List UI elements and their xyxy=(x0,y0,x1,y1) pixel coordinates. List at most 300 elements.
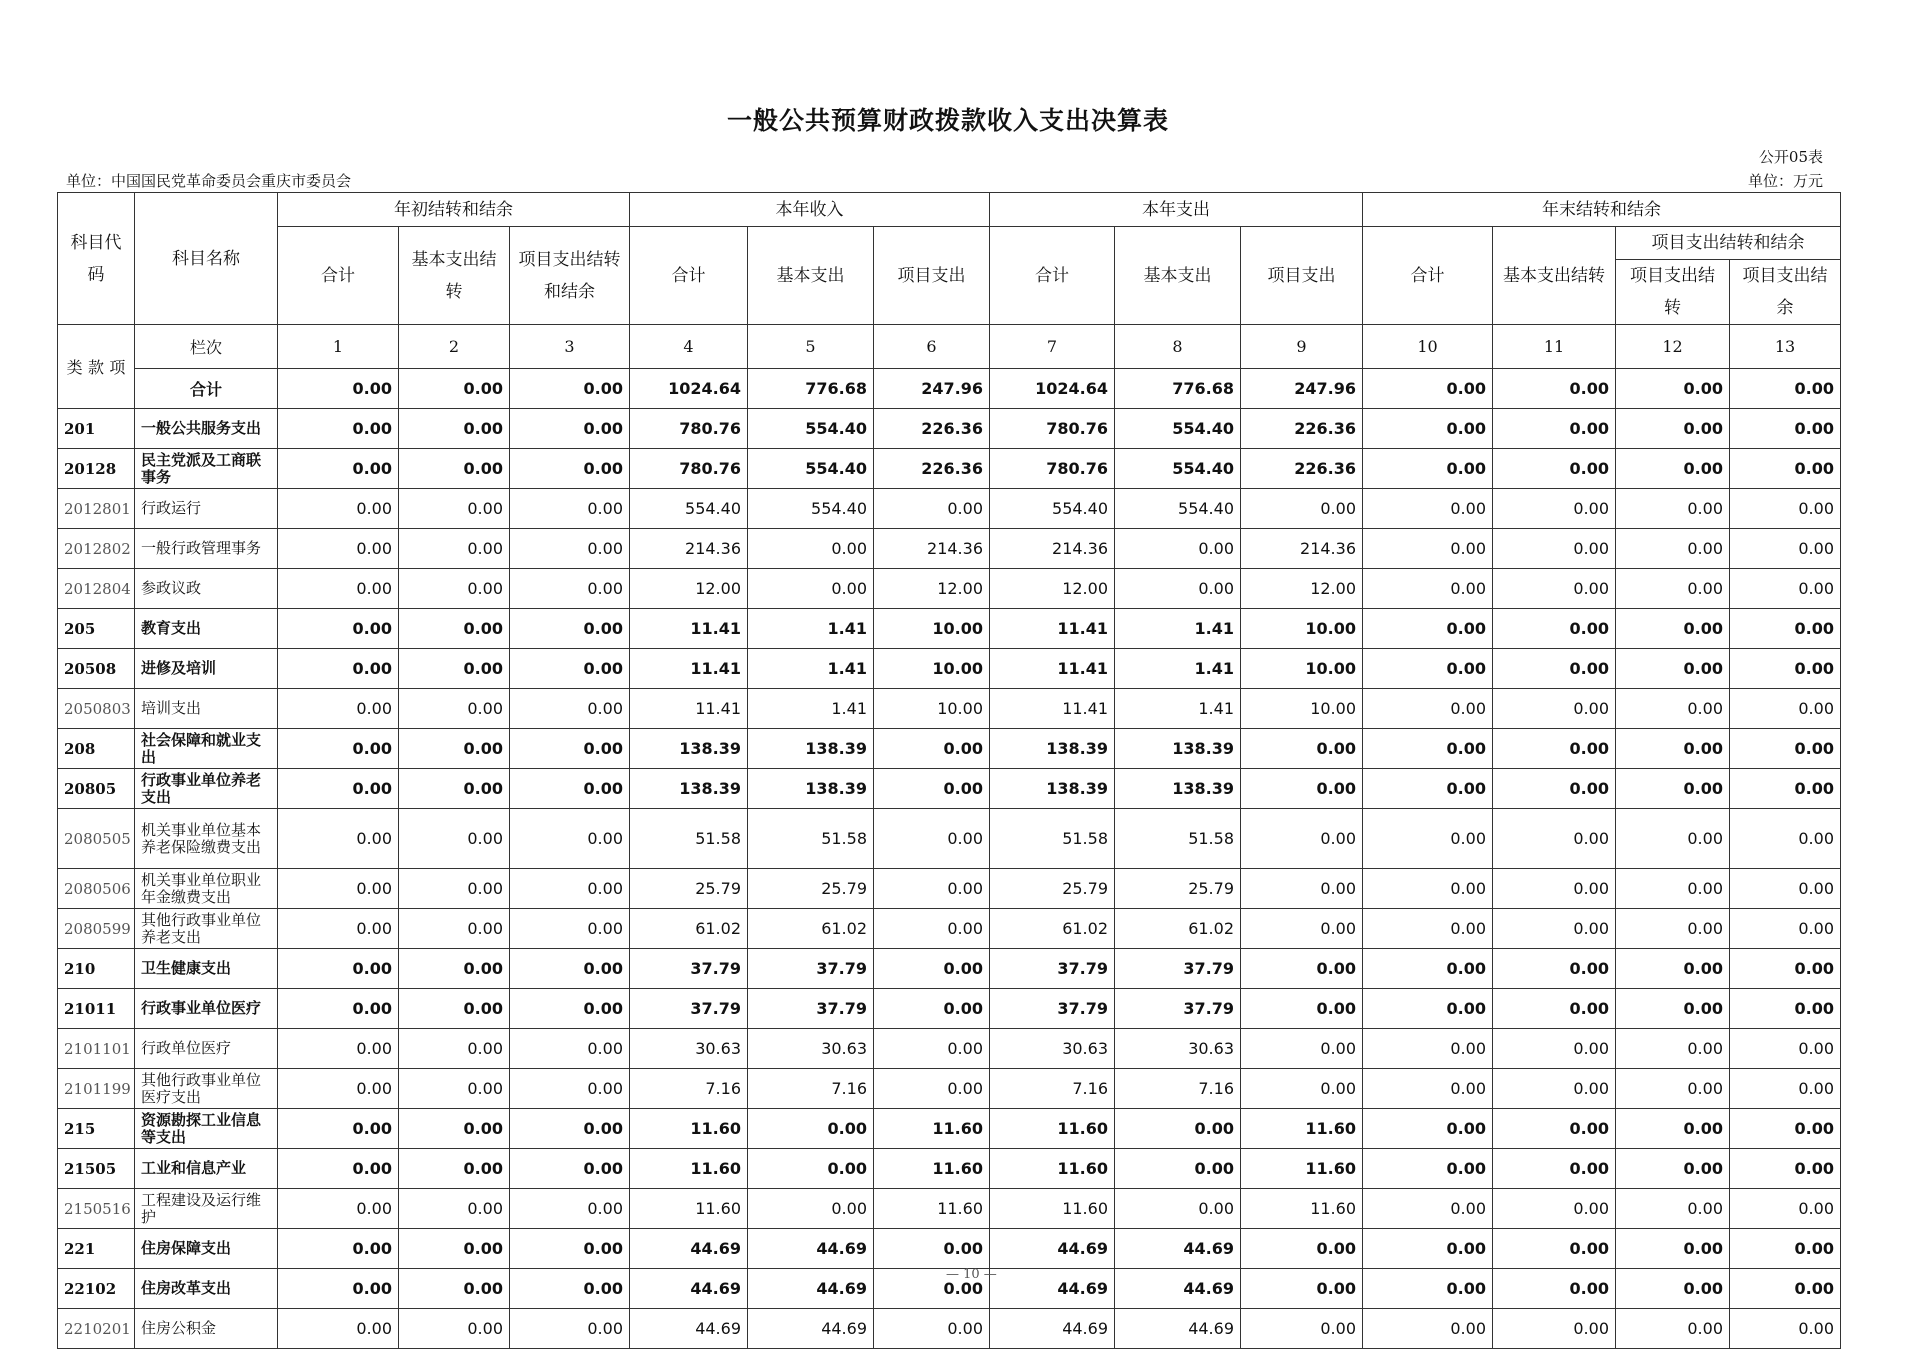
amount-cell: 0.00 xyxy=(1730,609,1841,649)
amount-cell: 0.00 xyxy=(1363,869,1493,909)
amount-cell: 0.00 xyxy=(510,909,630,949)
amount-cell: 10.00 xyxy=(1241,649,1363,689)
amount-cell: 0.00 xyxy=(399,949,510,989)
amount-cell: 0.00 xyxy=(874,1309,990,1349)
amount-cell: 0.00 xyxy=(1493,989,1616,1029)
amount-cell: 0.00 xyxy=(1363,1149,1493,1189)
amount-cell: 44.69 xyxy=(1115,1269,1241,1309)
col-num: 7 xyxy=(990,325,1115,369)
amount-cell: 0.00 xyxy=(1616,809,1730,869)
amount-cell: 7.16 xyxy=(748,1069,874,1109)
amount-cell: 0.00 xyxy=(510,1069,630,1109)
table-row xyxy=(58,989,1841,1029)
amount-cell: 0.00 xyxy=(278,989,399,1029)
amount-cell: 0.00 xyxy=(874,729,990,769)
amount-cell: 44.69 xyxy=(748,1269,874,1309)
header-code: 科目代码 xyxy=(58,193,135,325)
amount-cell: 0.00 xyxy=(1730,869,1841,909)
amount-cell: 0.00 xyxy=(1616,1149,1730,1189)
form-id: 公开05表 xyxy=(1758,148,1823,166)
subject-name: 机关事业单位职业年金缴费支出 xyxy=(135,869,278,909)
amount-cell: 12.00 xyxy=(990,569,1115,609)
subject-code: 205 xyxy=(58,609,135,649)
subject-code: 2012804 xyxy=(58,569,135,609)
table-row xyxy=(58,1229,1841,1269)
amount-cell: 0.00 xyxy=(1493,809,1616,869)
amount-cell: 0.00 xyxy=(1493,909,1616,949)
amount-cell: 554.40 xyxy=(630,489,748,529)
table-row xyxy=(58,769,1841,809)
amount-cell: 25.79 xyxy=(1115,869,1241,909)
amount-cell: 0.00 xyxy=(1616,1269,1730,1309)
amount-cell: 37.79 xyxy=(630,989,748,1029)
amount-cell: 11.60 xyxy=(874,1189,990,1229)
table-row xyxy=(58,529,1841,569)
col-num: 13 xyxy=(1730,325,1841,369)
subject-name: 住房保障支出 xyxy=(135,1229,278,1269)
amount-cell: 0.00 xyxy=(874,1269,990,1309)
amount-cell: 30.63 xyxy=(990,1029,1115,1069)
amount-cell: 0.00 xyxy=(278,1109,399,1149)
amount-cell: 12.00 xyxy=(1241,569,1363,609)
amount-cell: 0.00 xyxy=(1493,529,1616,569)
amount-cell: 0.00 xyxy=(510,489,630,529)
amount-cell: 0.00 xyxy=(510,609,630,649)
amount-cell: 0.00 xyxy=(278,809,399,869)
amount-cell: 138.39 xyxy=(748,769,874,809)
amount-cell: 44.69 xyxy=(1115,1229,1241,1269)
amount-cell: 0.00 xyxy=(748,1149,874,1189)
amount-cell: 25.79 xyxy=(748,869,874,909)
amount-cell: 0.00 xyxy=(278,1069,399,1109)
subject-name: 教育支出 xyxy=(135,609,278,649)
amount-cell: 780.76 xyxy=(630,409,748,449)
amount-cell: 0.00 xyxy=(874,1229,990,1269)
table-row xyxy=(58,569,1841,609)
amount-cell: 11.41 xyxy=(990,609,1115,649)
amount-cell: 0.00 xyxy=(1730,1149,1841,1189)
amount-cell: 214.36 xyxy=(630,529,748,569)
col-num: 3 xyxy=(510,325,630,369)
amount-cell: 11.41 xyxy=(630,609,748,649)
table-row xyxy=(58,1189,1841,1229)
amount-cell: 0.00 xyxy=(510,769,630,809)
subject-name: 其他行政事业单位养老支出 xyxy=(135,909,278,949)
amount-cell: 0.00 xyxy=(874,909,990,949)
amount-cell: 61.02 xyxy=(748,909,874,949)
amount-cell: 0.00 xyxy=(510,1309,630,1349)
amount-cell: 0.00 xyxy=(278,1269,399,1309)
col-num: 8 xyxy=(1115,325,1241,369)
header-income-proj: 项目支出 xyxy=(874,227,990,325)
amount-cell: 554.40 xyxy=(748,489,874,529)
subject-code: 20508 xyxy=(58,649,135,689)
amount-cell: 11.60 xyxy=(874,1109,990,1149)
amount-cell: 0.00 xyxy=(399,489,510,529)
header-name: 科目名称 xyxy=(135,193,278,325)
amount-cell: 0.00 xyxy=(1616,649,1730,689)
amount-cell: 7.16 xyxy=(990,1069,1115,1109)
amount-cell: 44.69 xyxy=(748,1309,874,1349)
col-num: 2 xyxy=(399,325,510,369)
amount-cell: 226.36 xyxy=(1241,409,1363,449)
amount-cell: 0.00 xyxy=(1115,529,1241,569)
grand-total-value: 1024.64 xyxy=(630,369,748,409)
amount-cell: 0.00 xyxy=(1616,869,1730,909)
amount-cell: 0.00 xyxy=(278,1189,399,1229)
grand-total-value: 0.00 xyxy=(1730,369,1841,409)
amount-cell: 138.39 xyxy=(630,769,748,809)
header-xiang: 项 xyxy=(109,358,126,377)
subject-code: 201 xyxy=(58,409,135,449)
amount-cell: 0.00 xyxy=(1616,989,1730,1029)
amount-cell: 11.60 xyxy=(990,1109,1115,1149)
amount-cell: 0.00 xyxy=(399,1029,510,1069)
grand-total-value: 0.00 xyxy=(278,369,399,409)
amount-cell: 0.00 xyxy=(1363,529,1493,569)
amount-cell: 0.00 xyxy=(278,869,399,909)
amount-cell: 0.00 xyxy=(1730,809,1841,869)
amount-cell: 0.00 xyxy=(1493,729,1616,769)
amount-cell: 0.00 xyxy=(1730,989,1841,1029)
amount-cell: 0.00 xyxy=(1115,569,1241,609)
header-expense-total: 合计 xyxy=(990,227,1115,325)
amount-cell: 0.00 xyxy=(874,769,990,809)
amount-cell: 0.00 xyxy=(1241,809,1363,869)
amount-cell: 0.00 xyxy=(1730,689,1841,729)
subject-code: 210 xyxy=(58,949,135,989)
amount-cell: 0.00 xyxy=(1363,569,1493,609)
subject-code: 2080599 xyxy=(58,909,135,949)
amount-cell: 0.00 xyxy=(1493,769,1616,809)
amount-cell: 0.00 xyxy=(399,729,510,769)
amount-cell: 0.00 xyxy=(874,869,990,909)
amount-cell: 0.00 xyxy=(399,1229,510,1269)
amount-cell: 0.00 xyxy=(278,489,399,529)
amount-cell: 0.00 xyxy=(1616,949,1730,989)
subject-name: 卫生健康支出 xyxy=(135,949,278,989)
amount-cell: 11.41 xyxy=(990,649,1115,689)
subject-code: 2012801 xyxy=(58,489,135,529)
amount-cell: 44.69 xyxy=(990,1269,1115,1309)
amount-cell: 0.00 xyxy=(399,909,510,949)
amount-cell: 226.36 xyxy=(874,449,990,489)
col-num: 5 xyxy=(748,325,874,369)
page-number: — 10 — xyxy=(946,1267,997,1282)
amount-cell: 0.00 xyxy=(1363,809,1493,869)
amount-cell: 37.79 xyxy=(990,949,1115,989)
amount-cell: 0.00 xyxy=(278,1149,399,1189)
amount-cell: 30.63 xyxy=(630,1029,748,1069)
amount-cell: 37.79 xyxy=(990,989,1115,1029)
amount-cell: 0.00 xyxy=(278,1309,399,1349)
amount-cell: 554.40 xyxy=(748,409,874,449)
amount-cell: 37.79 xyxy=(748,949,874,989)
subject-name: 其他行政事业单位医疗支出 xyxy=(135,1069,278,1109)
amount-cell: 0.00 xyxy=(1730,409,1841,449)
amount-cell: 138.39 xyxy=(748,729,874,769)
table-row xyxy=(58,729,1841,769)
amount-cell: 0.00 xyxy=(510,949,630,989)
amount-cell: 0.00 xyxy=(510,649,630,689)
subject-name: 培训支出 xyxy=(135,689,278,729)
grand-total-value: 0.00 xyxy=(510,369,630,409)
subject-code: 21505 xyxy=(58,1149,135,1189)
header-closing-basic-carry: 基本支出结转 xyxy=(1493,227,1616,325)
amount-cell: 11.60 xyxy=(874,1149,990,1189)
amount-cell: 0.00 xyxy=(748,1109,874,1149)
amount-cell: 0.00 xyxy=(1616,489,1730,529)
col-num: 9 xyxy=(1241,325,1363,369)
amount-cell: 11.60 xyxy=(990,1189,1115,1229)
amount-cell: 0.00 xyxy=(510,989,630,1029)
amount-cell: 0.00 xyxy=(399,1109,510,1149)
amount-cell: 0.00 xyxy=(399,609,510,649)
amount-cell: 0.00 xyxy=(1616,569,1730,609)
amount-cell: 0.00 xyxy=(1241,909,1363,949)
amount-cell: 1.41 xyxy=(1115,689,1241,729)
amount-cell: 0.00 xyxy=(1730,529,1841,569)
amount-cell: 554.40 xyxy=(1115,449,1241,489)
grand-total-value: 247.96 xyxy=(1241,369,1363,409)
subject-name: 参政议政 xyxy=(135,569,278,609)
grand-total-value: 247.96 xyxy=(874,369,990,409)
amount-cell: 0.00 xyxy=(1241,729,1363,769)
amount-cell: 11.41 xyxy=(630,649,748,689)
table-row xyxy=(58,449,1841,489)
amount-cell: 0.00 xyxy=(399,769,510,809)
amount-cell: 0.00 xyxy=(1363,729,1493,769)
org-unit-label: 单位：中国国民党革命委员会重庆市委员会 xyxy=(66,172,352,190)
header-group-income: 本年收入 xyxy=(630,193,990,227)
amount-cell: 0.00 xyxy=(1616,609,1730,649)
subject-code: 2101199 xyxy=(58,1069,135,1109)
amount-cell: 138.39 xyxy=(1115,729,1241,769)
subject-name: 民主党派及工商联事务 xyxy=(135,449,278,489)
amount-cell: 0.00 xyxy=(1616,449,1730,489)
table-row xyxy=(58,1149,1841,1189)
table-row xyxy=(58,949,1841,989)
amount-cell: 11.41 xyxy=(990,689,1115,729)
amount-cell: 138.39 xyxy=(990,729,1115,769)
amount-cell: 0.00 xyxy=(1493,569,1616,609)
table-row xyxy=(58,689,1841,729)
amount-cell: 30.63 xyxy=(748,1029,874,1069)
subject-code: 20128 xyxy=(58,449,135,489)
amount-cell: 0.00 xyxy=(278,769,399,809)
amount-cell: 0.00 xyxy=(1616,769,1730,809)
amount-cell: 0.00 xyxy=(1115,1189,1241,1229)
header-group-closing: 年末结转和结余 xyxy=(1363,193,1841,227)
amount-cell: 0.00 xyxy=(510,809,630,869)
amount-cell: 44.69 xyxy=(630,1269,748,1309)
subject-code: 2210201 xyxy=(58,1309,135,1349)
table-row xyxy=(58,809,1841,869)
amount-cell: 0.00 xyxy=(1363,989,1493,1029)
subject-code: 2012802 xyxy=(58,529,135,569)
subject-code: 221 xyxy=(58,1229,135,1269)
amount-cell: 214.36 xyxy=(990,529,1115,569)
table-row xyxy=(58,489,1841,529)
amount-cell: 138.39 xyxy=(630,729,748,769)
amount-cell: 0.00 xyxy=(1363,1069,1493,1109)
amount-cell: 0.00 xyxy=(399,1069,510,1109)
amount-cell: 0.00 xyxy=(1493,609,1616,649)
amount-cell: 0.00 xyxy=(1363,949,1493,989)
amount-cell: 61.02 xyxy=(630,909,748,949)
amount-cell: 51.58 xyxy=(990,809,1115,869)
amount-cell: 0.00 xyxy=(1616,1069,1730,1109)
amount-cell: 61.02 xyxy=(1115,909,1241,949)
amount-cell: 0.00 xyxy=(1363,769,1493,809)
amount-cell: 0.00 xyxy=(1363,449,1493,489)
grand-total-label: 合计 xyxy=(135,369,278,409)
amount-cell: 0.00 xyxy=(510,1149,630,1189)
subject-code: 2101101 xyxy=(58,1029,135,1069)
amount-cell: 0.00 xyxy=(1363,609,1493,649)
amount-cell: 0.00 xyxy=(399,989,510,1029)
subject-name: 机关事业单位基本养老保险缴费支出 xyxy=(135,809,278,869)
page-title: 一般公共预算财政拨款收入支出决算表 xyxy=(726,106,1169,135)
amount-cell: 0.00 xyxy=(399,1189,510,1229)
subject-name: 行政事业单位医疗 xyxy=(135,989,278,1029)
amount-cell: 0.00 xyxy=(1363,1309,1493,1349)
amount-cell: 0.00 xyxy=(278,909,399,949)
table-row xyxy=(58,909,1841,949)
header-opening-total: 合计 xyxy=(278,227,399,325)
amount-cell: 0.00 xyxy=(1616,1109,1730,1149)
subject-name: 工程建设及运行维护 xyxy=(135,1189,278,1229)
amount-cell: 0.00 xyxy=(1363,1109,1493,1149)
subject-code: 2050803 xyxy=(58,689,135,729)
amount-cell: 37.79 xyxy=(1115,989,1241,1029)
amount-cell: 0.00 xyxy=(1493,1109,1616,1149)
amount-cell: 554.40 xyxy=(1115,489,1241,529)
amount-cell: 11.60 xyxy=(1241,1189,1363,1229)
amount-cell: 0.00 xyxy=(510,1109,630,1149)
amount-cell: 0.00 xyxy=(510,449,630,489)
amount-cell: 0.00 xyxy=(1241,769,1363,809)
amount-cell: 0.00 xyxy=(1363,409,1493,449)
amount-cell: 11.60 xyxy=(1241,1149,1363,1189)
amount-cell: 0.00 xyxy=(1616,1229,1730,1269)
amount-cell: 0.00 xyxy=(1616,729,1730,769)
amount-cell: 0.00 xyxy=(1493,1309,1616,1349)
table-row xyxy=(58,1069,1841,1109)
amount-cell: 0.00 xyxy=(874,989,990,1029)
amount-cell: 0.00 xyxy=(1363,1269,1493,1309)
amount-cell: 51.58 xyxy=(630,809,748,869)
amount-cell: 61.02 xyxy=(990,909,1115,949)
amount-cell: 10.00 xyxy=(874,609,990,649)
amount-cell: 214.36 xyxy=(874,529,990,569)
subject-name: 行政单位医疗 xyxy=(135,1029,278,1069)
amount-cell: 0.00 xyxy=(1730,1229,1841,1269)
amount-cell: 11.60 xyxy=(630,1109,748,1149)
table-row xyxy=(58,409,1841,449)
subject-code: 215 xyxy=(58,1109,135,1149)
amount-cell: 0.00 xyxy=(1115,1149,1241,1189)
amount-cell: 0.00 xyxy=(1493,1229,1616,1269)
amount-cell: 37.79 xyxy=(748,989,874,1029)
subject-code: 208 xyxy=(58,729,135,769)
header-opening-proj-carry-bal: 项目支出结转和结余 xyxy=(510,227,630,325)
amount-cell: 0.00 xyxy=(278,569,399,609)
money-unit-label: 单位：万元 xyxy=(1747,172,1823,190)
amount-cell: 0.00 xyxy=(399,529,510,569)
amount-cell: 1.41 xyxy=(748,649,874,689)
amount-cell: 51.58 xyxy=(1115,809,1241,869)
amount-cell: 0.00 xyxy=(1730,1029,1841,1069)
amount-cell: 0.00 xyxy=(510,569,630,609)
amount-cell: 12.00 xyxy=(630,569,748,609)
amount-cell: 30.63 xyxy=(1115,1029,1241,1069)
amount-cell: 0.00 xyxy=(1241,869,1363,909)
grand-total-value: 0.00 xyxy=(399,369,510,409)
amount-cell: 0.00 xyxy=(1241,489,1363,529)
table-row xyxy=(58,1309,1841,1349)
amount-cell: 10.00 xyxy=(1241,689,1363,729)
amount-cell: 10.00 xyxy=(1241,609,1363,649)
amount-cell: 0.00 xyxy=(399,809,510,869)
amount-cell: 0.00 xyxy=(510,869,630,909)
amount-cell: 0.00 xyxy=(1363,489,1493,529)
grand-total-value: 0.00 xyxy=(1363,369,1493,409)
amount-cell: 0.00 xyxy=(1493,1069,1616,1109)
amount-cell: 0.00 xyxy=(278,1029,399,1069)
amount-cell: 1.41 xyxy=(748,689,874,729)
amount-cell: 0.00 xyxy=(1616,909,1730,949)
amount-cell: 780.76 xyxy=(630,449,748,489)
amount-cell: 214.36 xyxy=(1241,529,1363,569)
amount-cell: 0.00 xyxy=(278,689,399,729)
grand-total-value: 0.00 xyxy=(1493,369,1616,409)
amount-cell: 0.00 xyxy=(510,529,630,569)
amount-cell: 0.00 xyxy=(1730,569,1841,609)
amount-cell: 0.00 xyxy=(1493,1269,1616,1309)
amount-cell: 7.16 xyxy=(1115,1069,1241,1109)
subject-code: 2080505 xyxy=(58,809,135,869)
amount-cell: 7.16 xyxy=(630,1069,748,1109)
amount-cell: 0.00 xyxy=(1730,1109,1841,1149)
subject-name: 进修及培训 xyxy=(135,649,278,689)
amount-cell: 44.69 xyxy=(990,1229,1115,1269)
amount-cell: 0.00 xyxy=(510,1269,630,1309)
amount-cell: 11.41 xyxy=(630,689,748,729)
amount-cell: 12.00 xyxy=(874,569,990,609)
table-row xyxy=(58,609,1841,649)
header-expense-basic: 基本支出 xyxy=(1115,227,1241,325)
subject-code: 21011 xyxy=(58,989,135,1029)
amount-cell: 0.00 xyxy=(1730,729,1841,769)
amount-cell: 0.00 xyxy=(510,729,630,769)
budget-table xyxy=(57,192,1841,1349)
subject-code: 20805 xyxy=(58,769,135,809)
amount-cell: 0.00 xyxy=(1730,1269,1841,1309)
amount-cell: 0.00 xyxy=(1616,1309,1730,1349)
amount-cell: 10.00 xyxy=(874,649,990,689)
subject-name: 社会保障和就业支出 xyxy=(135,729,278,769)
amount-cell: 0.00 xyxy=(1493,409,1616,449)
amount-cell: 0.00 xyxy=(399,1149,510,1189)
amount-cell: 0.00 xyxy=(278,449,399,489)
col-num: 6 xyxy=(874,325,990,369)
amount-cell: 0.00 xyxy=(1493,649,1616,689)
amount-cell: 0.00 xyxy=(1493,489,1616,529)
amount-cell: 0.00 xyxy=(1363,649,1493,689)
amount-cell: 0.00 xyxy=(278,529,399,569)
amount-cell: 0.00 xyxy=(874,809,990,869)
